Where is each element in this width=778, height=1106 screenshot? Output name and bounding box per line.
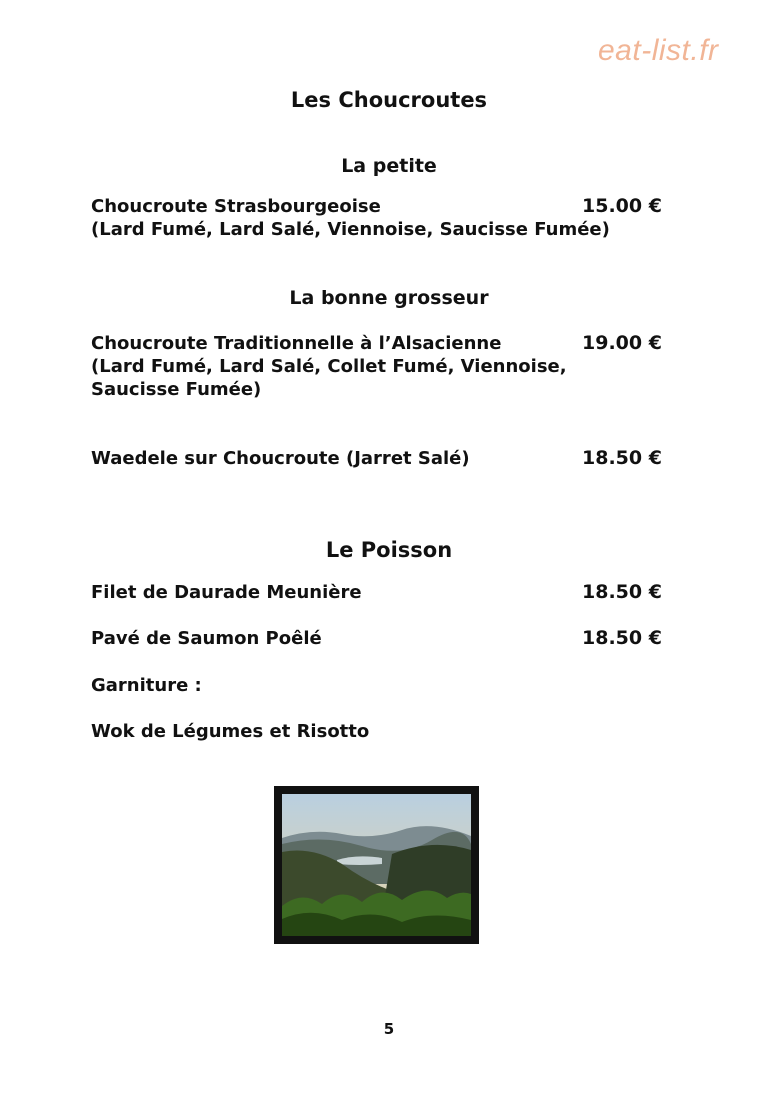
item-name: Waedele sur Choucroute (Jarret Salé)	[91, 448, 470, 469]
item-name: Pavé de Saumon Poêlé	[91, 628, 322, 649]
garniture-label: Garniture :	[91, 675, 202, 696]
price-waedele: 18.50 €	[582, 447, 662, 469]
price-saumon: 18.50 €	[582, 627, 662, 649]
section-title-grosseur: La bonne grosseur	[289, 287, 489, 309]
item-name: Filet de Daurade Meunière	[91, 582, 362, 603]
section-title-petite: La petite	[341, 155, 437, 177]
item-details: (Lard Fumé, Lard Salé, Viennoise, Saucisse Fumée)	[91, 219, 610, 240]
price-daurade: 18.50 €	[582, 581, 662, 603]
page-number: 5	[383, 1020, 395, 1038]
landscape-photo	[274, 786, 479, 944]
item-name: Choucroute Traditionnelle à l’Alsacienne	[91, 333, 502, 354]
landscape-photo-image	[282, 794, 471, 936]
item-details: Saucisse Fumée)	[91, 379, 262, 400]
item-details: (Lard Fumé, Lard Salé, Collet Fumé, Viennoise,	[91, 356, 567, 377]
garniture-text: Wok de Légumes et Risotto	[91, 721, 370, 742]
price-traditionnelle: 19.00 €	[582, 332, 662, 354]
item-name: Choucroute Strasbourgeoise	[91, 196, 381, 217]
section-title-poisson: Le Poisson	[325, 538, 453, 562]
watermark: eat-list.fr	[598, 34, 719, 67]
section-title-choucroutes: Les Choucroutes	[290, 88, 488, 112]
price-strasbourgeoise: 15.00 €	[582, 195, 662, 217]
